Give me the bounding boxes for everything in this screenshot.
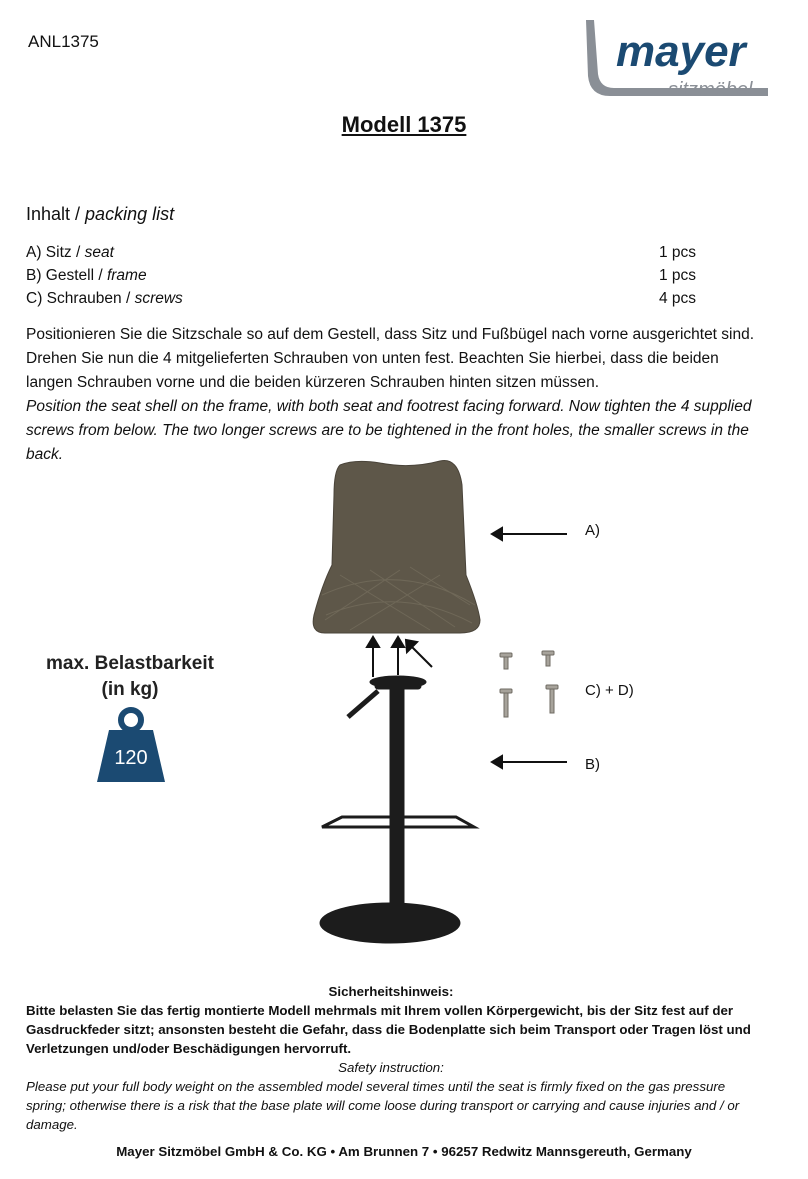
item-label-de: C) Schrauben / (26, 290, 135, 307)
svg-text:sitzmöbel: sitzmöbel (668, 79, 753, 101)
page-title: Modell 1375 (341, 112, 467, 137)
max-load-line1: max. Belastbarkeit (46, 653, 214, 674)
screws (500, 651, 558, 717)
item-label-en: seat (84, 244, 114, 261)
assembly-arrows (367, 637, 432, 677)
label-frame: B) (585, 756, 600, 773)
assembly-figure (280, 455, 680, 955)
item-quantity: 1 pcs (658, 267, 696, 284)
safety-text-de: Bitte belasten Sie das fertig montierte Modell mehrmals mit Ihrem vollen Körpergewicht, bis der Sitz fest auf der Gasdruckfeder sitzt; ansonsten besteht die Gefahr, dass die Bodenplatte sich beim Transport oder Tragen löst und Verletzungen und/oder Beschädigungen hervorruft. (26, 1003, 751, 1056)
svg-text:mayer: mayer (616, 27, 746, 76)
safety-heading-de: Sicherheitshinweis: (328, 984, 454, 999)
pointer-arrow-a (492, 528, 567, 540)
instructions-de: Positionieren Sie die Sitzschale so auf dem Gestell, dass Sitz und Fußbügel nach vorne ausgerichtet sind. Drehen Sie nun die 4 mitgelieferten Schrauben von unten fest. Beachten Sie hierbei, dass die beiden langen Schrauben vorne und die beiden kürzeren Schrauben hinten sitzen müssen. (26, 326, 755, 391)
item-label-de: A) Sitz / (26, 244, 85, 261)
safety-heading-en: Safety instruction: (338, 1060, 444, 1075)
packing-item-frame (26, 267, 696, 285)
item-quantity: 4 pcs (658, 290, 696, 307)
item-label-de: B) Gestell / (26, 267, 107, 284)
item-label-en: frame (106, 267, 147, 284)
weight-icon (95, 706, 167, 784)
document-code: ANL1375 (28, 32, 99, 51)
max-load-heading (30, 651, 230, 703)
packing-heading-de: Inhalt / (26, 204, 86, 224)
packing-list-heading (26, 204, 174, 225)
packing-item-seat (26, 244, 696, 262)
bar-stool-frame (320, 676, 474, 943)
safety-notice (26, 982, 756, 1134)
item-quantity: 1 pcs (658, 244, 696, 261)
instructions-en: Position the seat shell on the frame, with both seat and footrest facing forward. Now tighten the 4 supplied screws from below. The two longer screws are to be tightened in the front holes, the smaller screws in the back. (26, 398, 752, 463)
item-label-en: screws (134, 290, 183, 307)
company-footer: Mayer Sitzmöbel GmbH & Co. KG • Am Brunnen 7 • 96257 Redwitz Mannsgereuth, Germany (116, 1144, 692, 1159)
svg-text:120: 120 (114, 747, 148, 769)
safety-text-en: Please put your full body weight on the assembled model several times until the seat is firmly fixed on the gas pressure spring; otherwise there is a risk that the base plate will come loose during transport or carrying and cause injuries and / or damage. (26, 1079, 740, 1132)
packing-heading-en: packing list (85, 204, 175, 224)
label-screws: C) + D) (585, 682, 634, 699)
mayer-logo (578, 14, 788, 106)
packing-item-screws (26, 290, 696, 308)
seat-shell (313, 461, 480, 634)
label-seat: A) (585, 522, 600, 539)
pointer-arrow-b (492, 756, 567, 768)
max-load-line2: (in kg) (101, 679, 159, 700)
